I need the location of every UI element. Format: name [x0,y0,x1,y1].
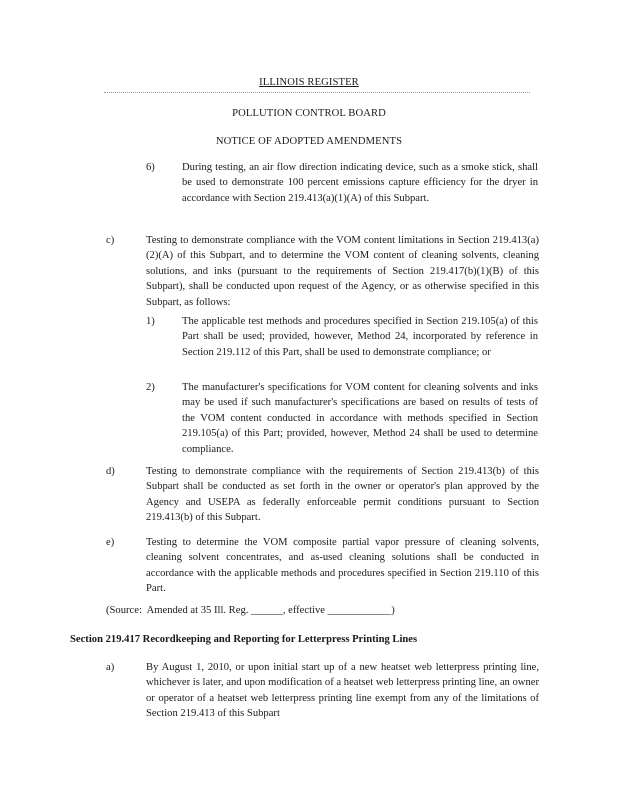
item-d-text: Testing to demonstrate compliance with the requirements of Section 219.413(b) of this Subpart shall be conducted as set forth in the owner or operator's plan approved by the Agency and USEPA as federally enforceable permit conditions pursuant to Section 219.413(b) of this Subpart. [146,466,539,524]
item-c1-number: 1) [146,316,155,327]
register-title: ILLINOIS REGISTER [259,77,359,88]
item-a-text: By August 1, 2010, or upon initial start up of a new heatset web letterpress printing line, whichever is later, and upon modification of a heatset web letterpress printing line, an owner or operator of a heatset web letterpress printing line exempt from any of the limitations of Section 219.413 of this Subpart [146,662,539,720]
board-title: POLLUTION CONTROL BOARD [232,108,386,119]
item-e-number: e) [106,537,115,548]
item-a-number: a) [106,662,115,673]
item-c2-text: The manufacturer's specifications for VOM content for cleaning solvents and inks may be used if such manufacturer's specifications are based on results of tests of the VOM content conducted in accordance with methods specified in Section 219.105(a) of this Part; provided, however, Method 24 shall be used to determine compliance. [182,382,538,455]
item-c-number: c) [106,235,115,246]
item-b6-text: During testing, an air flow direction indicating device, such as a smoke stick, shall be used to demonstrate 100 percent emissions capture efficiency for the dryer in accordance with Section 219.413(a)(1)(A) of this Subpart. [182,162,538,204]
item-b6-number: 6) [146,162,155,173]
item-c2-number: 2) [146,382,155,393]
item-c-text: Testing to demonstrate compliance with the VOM content limitations in Section 219.413(a)(2)(A) of this Subpart, and to determine the VOM content of cleaning solvents, cleaning solutions, and inks (pursuant to the requirements of Section 219.417(b)(1)(B) of this Subpart), shall be conducted upon request of the Agency, or as otherwise specified in this Subpart, as follows: [146,235,539,308]
item-d-number: d) [106,466,115,477]
section-heading: Section 219.417 Recordkeeping and Reporting for Letterpress Printing Lines [70,634,418,645]
item-e-text: Testing to determine the VOM composite partial vapor pressure of cleaning solvents, cleaning solvent concentrates, and as-used cleaning solutions shall be conducted in accordance with the applicable methods and procedures specified in Section 219.110 of this Part. [146,537,539,595]
item-c1-text: The applicable test methods and procedures specified in Section 219.105(a) of this Part shall be used; provided, however, Method 24, incorporated by reference in Section 219.112 of this Part, shall be used to demonstrate compliance; or [182,316,538,358]
source-note: (Source: Amended at 35 Ill. Reg. ______, effective ____________) [106,605,395,616]
notice-title: NOTICE OF ADOPTED AMENDMENTS [215,136,403,147]
